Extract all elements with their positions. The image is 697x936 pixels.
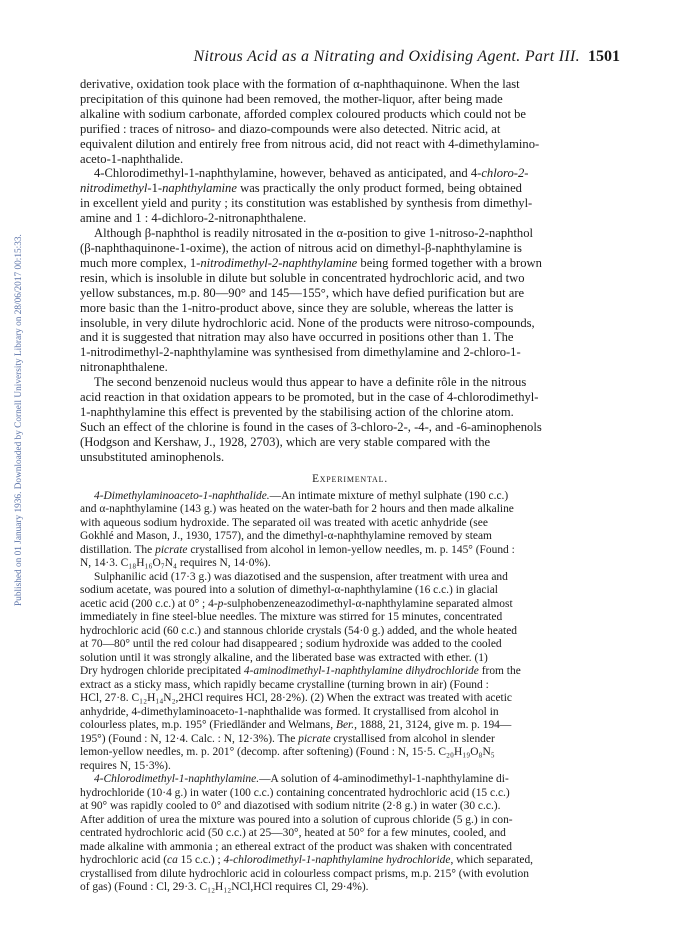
text-line: aceto-1-naphthalide. [80,151,184,166]
text-run: with aqueous sodium hydroxide. The separated oil was treated with acetic anhydride (see [80,516,488,529]
text-run: and α-naphthylamine (143 g.) was heated on the water-bath for 2 hours and then made alkaline [80,503,514,516]
text-run: amine and 1 : 4-dichloro-2-nitronaphthalene. [80,211,307,226]
section-heading-experimental: Experimental. [312,472,388,485]
italic-text: 4-Chlorodimethyl-1-naphthylamine. [94,773,260,786]
text-run: extract as a sticky mass, which rapidly became crystalline (turning brown in air) (Found : [80,678,489,691]
text-run: lemon-yellow needles, m. p. 201° (decomp. after softening) (Found : N, 15·5. C₂₀H₁₉O₈N₅ [80,746,495,759]
italic-text: nitrodimethyl-2-naphthylamine [200,255,358,270]
experimental-section [80,490,620,895]
text-run: , 1888, 21, 3124, give m. p. 194— [354,719,512,732]
text-run: much more complex, 1- [80,255,201,270]
text-run: Although β-naphthol is readily nitrosated in the α-position to give 1-nitroso-2-naphthol [94,226,534,241]
text-run: sodium acetate, was poured into a solution of dimethyl-α-naphthylamine (16 c.c.) in glacial [80,584,498,597]
text-run: yellow substances, m.p. 80—90° and 145—155°, which have defied purification but are [80,285,525,300]
paragraph-p4 [80,375,620,464]
download-notice: Published on 01 January 1936. Downloaded by Cornell University Library on 28/06/2017 00:15:33. [14,234,24,606]
text-run: made alkaline with ammonia ; an ethereal extract of the product was shaken with concentrated [80,840,512,853]
italic-text: nitrodimethyl- [80,181,152,196]
text-run: 195°) (Found : N, 12·4. Calc. : N, 12·3%). The [80,732,299,745]
italic-text: 4-chlorodimethyl-1-naphthylamine hydrochloride [223,854,451,867]
text-line: Such an effect of the chlorine is found in the cases of 3-chloro-2-, -4-, and -6-aminophenols [80,419,542,434]
text-run: crystallised from alcohol in lemon-yellow needles, m. p. 145° (Found : [187,543,515,556]
text-line: acid reaction in that oxidation appears to be promoted, but in the case of 4-chlorodimethyl- [80,390,539,405]
text-run: N, 14·3. C₁₈H₁₆O₇N₄ requires N, 14·0%). [80,557,271,570]
paragraph-e1 [80,490,620,571]
text-line: 1-naphthylamine this effect is prevented by the stabilising action of the chlorine atom. [80,404,514,419]
italic-text: picrate [155,543,188,556]
text-run: and it is suggested that nitration may also have occurred in positions other than 1. The [80,330,514,345]
text-run: —A solution of 4-aminodimethyl-1-naphthylamine di- [259,773,509,786]
text-run: After addition of urea the mixture was poured into a solution of cuprous chloride (5 g.) in con- [80,813,513,826]
text-run: insoluble, in very dilute hydrochloric acid. None of the products were nitroso-compounds, [80,315,535,330]
text-run: at 70—80° until the red colour had disappeared ; sodium hydroxide was added to the cooled [80,638,502,651]
text-run: 1-nitrodimethyl-2-naphthylamine was synthesised from dimethylamine and 2-chloro-1- [80,345,521,360]
text-run: hydrochloride (10·4 g.) in water (100 c.c.) containing concentrated hydrochloric acid (15 c.c.) [80,786,510,799]
running-title: Nitrous Acid as a Nitrating and Oxidising Agent. Part III. [193,48,580,65]
text-line: purified : traces of nitroso- and diazo-compounds were also detected. Nitric acid, at [80,121,501,136]
text-run: HCl, 27·8. C₁₂H₁₄N₂,2HCl requires HCl, 28·2%). (2) When the extract was treated with acetic [80,692,512,705]
text-line: unsubstituted aminophenols. [80,449,225,464]
text-run: colourless plates, m.p. 195° (Friedländer and Welmans, [80,719,336,732]
text-run: (β-naphthaquinone-1-oxime), the action of nitrous acid on dimethyl-β-naphthylamine is [80,240,522,255]
text-run: Gokhlé and Mason, J., 1930, 1757), and the dimethyl-α-naphthylamine removed by steam [80,530,492,543]
text-run: being formed together with a brown [357,255,542,270]
paragraph-p1 [80,77,620,166]
text-run: hydrochloric acid (60 c.c.) and stannous chloride crystals (54·0 g.) added, and the whole heated [80,624,518,637]
text-run: at 90° was rapidly cooled to 0° and diazotised with sodium nitrite (2·8 g.) in water (30 c.c.). [80,800,501,813]
text-run: of gas) (Found : Cl, 29·3. C₁₂H₁₂NCl,HCl requires Cl, 29·4%). [80,881,369,894]
text-run: from the [478,665,521,678]
text-run: anhydride, 4-dimethylaminoaceto-1-naphthalide was formed. It crystallised from alcohol in [80,705,499,718]
text-run: hydrochloric acid ( [80,854,168,867]
italic-text: 4-Dimethylaminoaceto-1-naphthalide. [94,489,270,502]
text-run: crystallised from alcohol in slender [330,732,495,745]
text-run: was practically the only product formed, being obtained [236,181,522,196]
italic-text: 4-aminodimethyl-1-naphthylamine dihydrochloride [243,665,479,678]
text-run: 1- [151,181,163,196]
text-line: derivative, oxidation took place with the formation of α-naphthaquinone. When the last [80,77,520,91]
text-line: equivalent dilution and entirely free from nitrous acid, did not react with 4-dimethylamino- [80,136,540,151]
text-run: solution until it was strongly alkaline, and the liberated base was extracted with ether. (1) [80,651,488,664]
paragraph-e2 [80,571,620,774]
paragraph-p2 [80,166,620,226]
text-run: , which separated, [450,854,534,867]
text-line: alkaline with sodium carbonate, afforded complex coloured products which could not be [80,106,527,121]
text-run: Dry hydrogen chloride precipitated [80,665,244,678]
text-run: more basic than the 1-nitro-product above, since they are soluble, whereas the latter is [80,300,514,315]
italic-text: naphthylamine [162,181,237,196]
download-sidebar [0,0,30,936]
text-run: distillation. The [80,543,156,556]
text-run: requires N, 15·3%). [80,759,171,772]
text-run: immediately in fine steel-blue needles. The mixture was stirred for 15 minutes, concentrated [80,611,503,624]
running-header [80,48,620,70]
paragraph-p3 [80,226,620,375]
italic-text: picrate [298,732,331,745]
page-number: 1501 [588,48,620,65]
text-run: 15 c.c.) ; [177,854,224,867]
text-run: resin, which is insoluble in dilute but soluble in concentrated hydrochloric acid, and two [80,270,525,285]
italic-text: chloro-2- [481,166,529,181]
text-run: —An intimate mixture of methyl sulphate (190 c.c.) [269,489,509,502]
article-body [80,77,620,895]
text-run: in excellent yield and purity ; its constitution was established by synthesis from dimethyl- [80,196,533,211]
italic-text: ca [167,854,178,867]
text-line: precipitation of this quinone had been removed, the mother-liquor, after being made [80,91,503,106]
text-run: -sulphobenzeneazodimethyl-α-naphthylamine separated almost [223,597,513,610]
text-run: 4-Chlorodimethyl-1-naphthylamine, however, behaved as anticipated, and 4- [94,166,482,181]
italic-text: p [217,597,224,610]
text-run: centrated hydrochloric acid (50 c.c.) at 25—30°, heated at 50° for a few minutes, cooled, and [80,827,506,840]
text-run: Sulphanilic acid (17·3 g.) was diazotised and the suspension, after treatment with urea and [94,570,508,583]
text-run: acetic acid (200 c.c.) at 0° ; 4- [80,597,218,610]
text-run: nitronaphthalene. [80,360,168,375]
italic-text: Ber. [335,719,355,732]
text-line: (Hodgson and Kershaw, J., 1928, 2703), which are very stable compared with the [80,434,491,449]
text-run: crystallised from dilute hydrochloric acid in colourless compact prisms, m.p. 215° (with evolution [80,867,529,880]
text-line: The second benzenoid nucleus would thus appear to have a definite rôle in the nitrous [94,375,527,390]
paragraph-e3 [80,773,620,895]
